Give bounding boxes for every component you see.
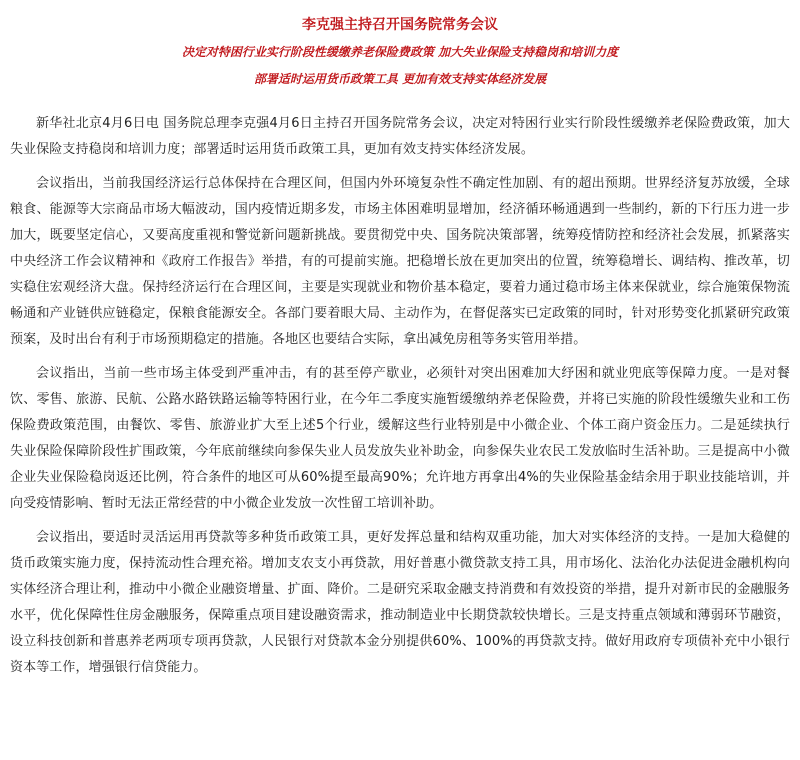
article-paragraph: 会议指出，当前我国经济运行总体保持在合理区间，但国内外环境复杂性不确定性加剧、有的超出预期。世界经济复苏放缓，全球粮食、能源等大宗商品市场大幅波动，国内疫情近期多发，市场主体困难明显增加，经济循环畅通遇到一些制约，新的下行压力进一步加大，既要坚定信心，又要高度重视和警觉新问题新挑战。要贯彻党中央、国务院决策部署，统筹疫情防控和经济社会发展，抓紧落实中央经济工作会议精神和《政府工作报告》举措，有的可提前实施。把稳增长放在更加突出的位置，统筹稳增长、调结构、推改革，切实稳住宏观经济大盘。保持经济运行在合理区间，主要是实现就业和物价基本稳定，要着力通过稳市场主体来保就业，综合施策保物流畅通和产业链供应链稳定，保粮食能源安全。各部门要着眼大局、主动作为，在督促落实已定政策的同时，针对形势变化抓紧研究政策预案，及时出台有利于市场预期稳定的措施。各地区也要结合实际，拿出减免房租等务实管用举措。 — [10, 176, 790, 347]
article-body — [10, 111, 790, 681]
article-headline: 李克强主持召开国务院常务会议 — [302, 17, 498, 33]
article-subheadline-2: 部署适时运用货币政策工具 更加有效支持实体经济发展 — [253, 72, 547, 86]
article-header — [10, 14, 790, 93]
article-paragraph: 新华社北京4月6日电 国务院总理李克强4月6日主持召开国务院常务会议，决定对特困行业实行阶段性缓缴养老保险费政策，加大失业保险支持稳岗和培训力度；部署适时运用货币政策工具，更加有效支持实体经济发展。 — [10, 116, 790, 157]
article-paragraph: 会议指出，要适时灵活运用再贷款等多种货币政策工具，更好发挥总量和结构双重功能，加大对实体经济的支持。一是加大稳健的货币政策实施力度，保持流动性合理充裕。增加支农支小再贷款，用好普惠小微贷款支持工具，用市场化、法治化办法促进金融机构向实体经济合理让利，推动中小微企业融资增量、扩面、降价。二是研究采取金融支持消费和有效投资的举措，提升对新市民的金融服务水平，优化保障性住房金融服务，保障重点项目建设融资需求，推动制造业中长期贷款较快增长。三是支持重点领域和薄弱环节融资，设立科技创新和普惠养老两项专项再贷款，人民银行对贷款本金分别提供60%、100%的再贷款支持。做好用政府专项债补充中小银行资本等工作，增强银行信贷能力。 — [10, 530, 790, 675]
article-subheadline-1: 决定对特困行业实行阶段性缓缴养老保险费政策 加大失业保险支持稳岗和培训力度 — [181, 45, 619, 59]
article-paragraph: 会议指出，当前一些市场主体受到严重冲击，有的甚至停产歇业，必须针对突出困难加大纾困和就业兜底等保障力度。一是对餐饮、零售、旅游、民航、公路水路铁路运输等特困行业，在今年二季度实施暂缓缴纳养老保险费，并将已实施的阶段性缓缴失业和工伤保险费政策范围，由餐饮、零售、旅游业扩大至上述5个行业，缓解这些行业特别是中小微企业、个体工商户资金压力。二是延续执行失业保险保障阶段性扩围政策，今年底前继续向参保失业人员发放失业补助金，向参保失业农民工发放临时生活补助。三是提高中小微企业失业保险稳岗返还比例，符合条件的地区可从60%提至最高90%；允许地方再拿出4%的失业保险基金结余用于职业技能培训，并向受疫情影响、暂时无法正常经营的中小微企业发放一次性留工培训补助。 — [10, 366, 790, 511]
